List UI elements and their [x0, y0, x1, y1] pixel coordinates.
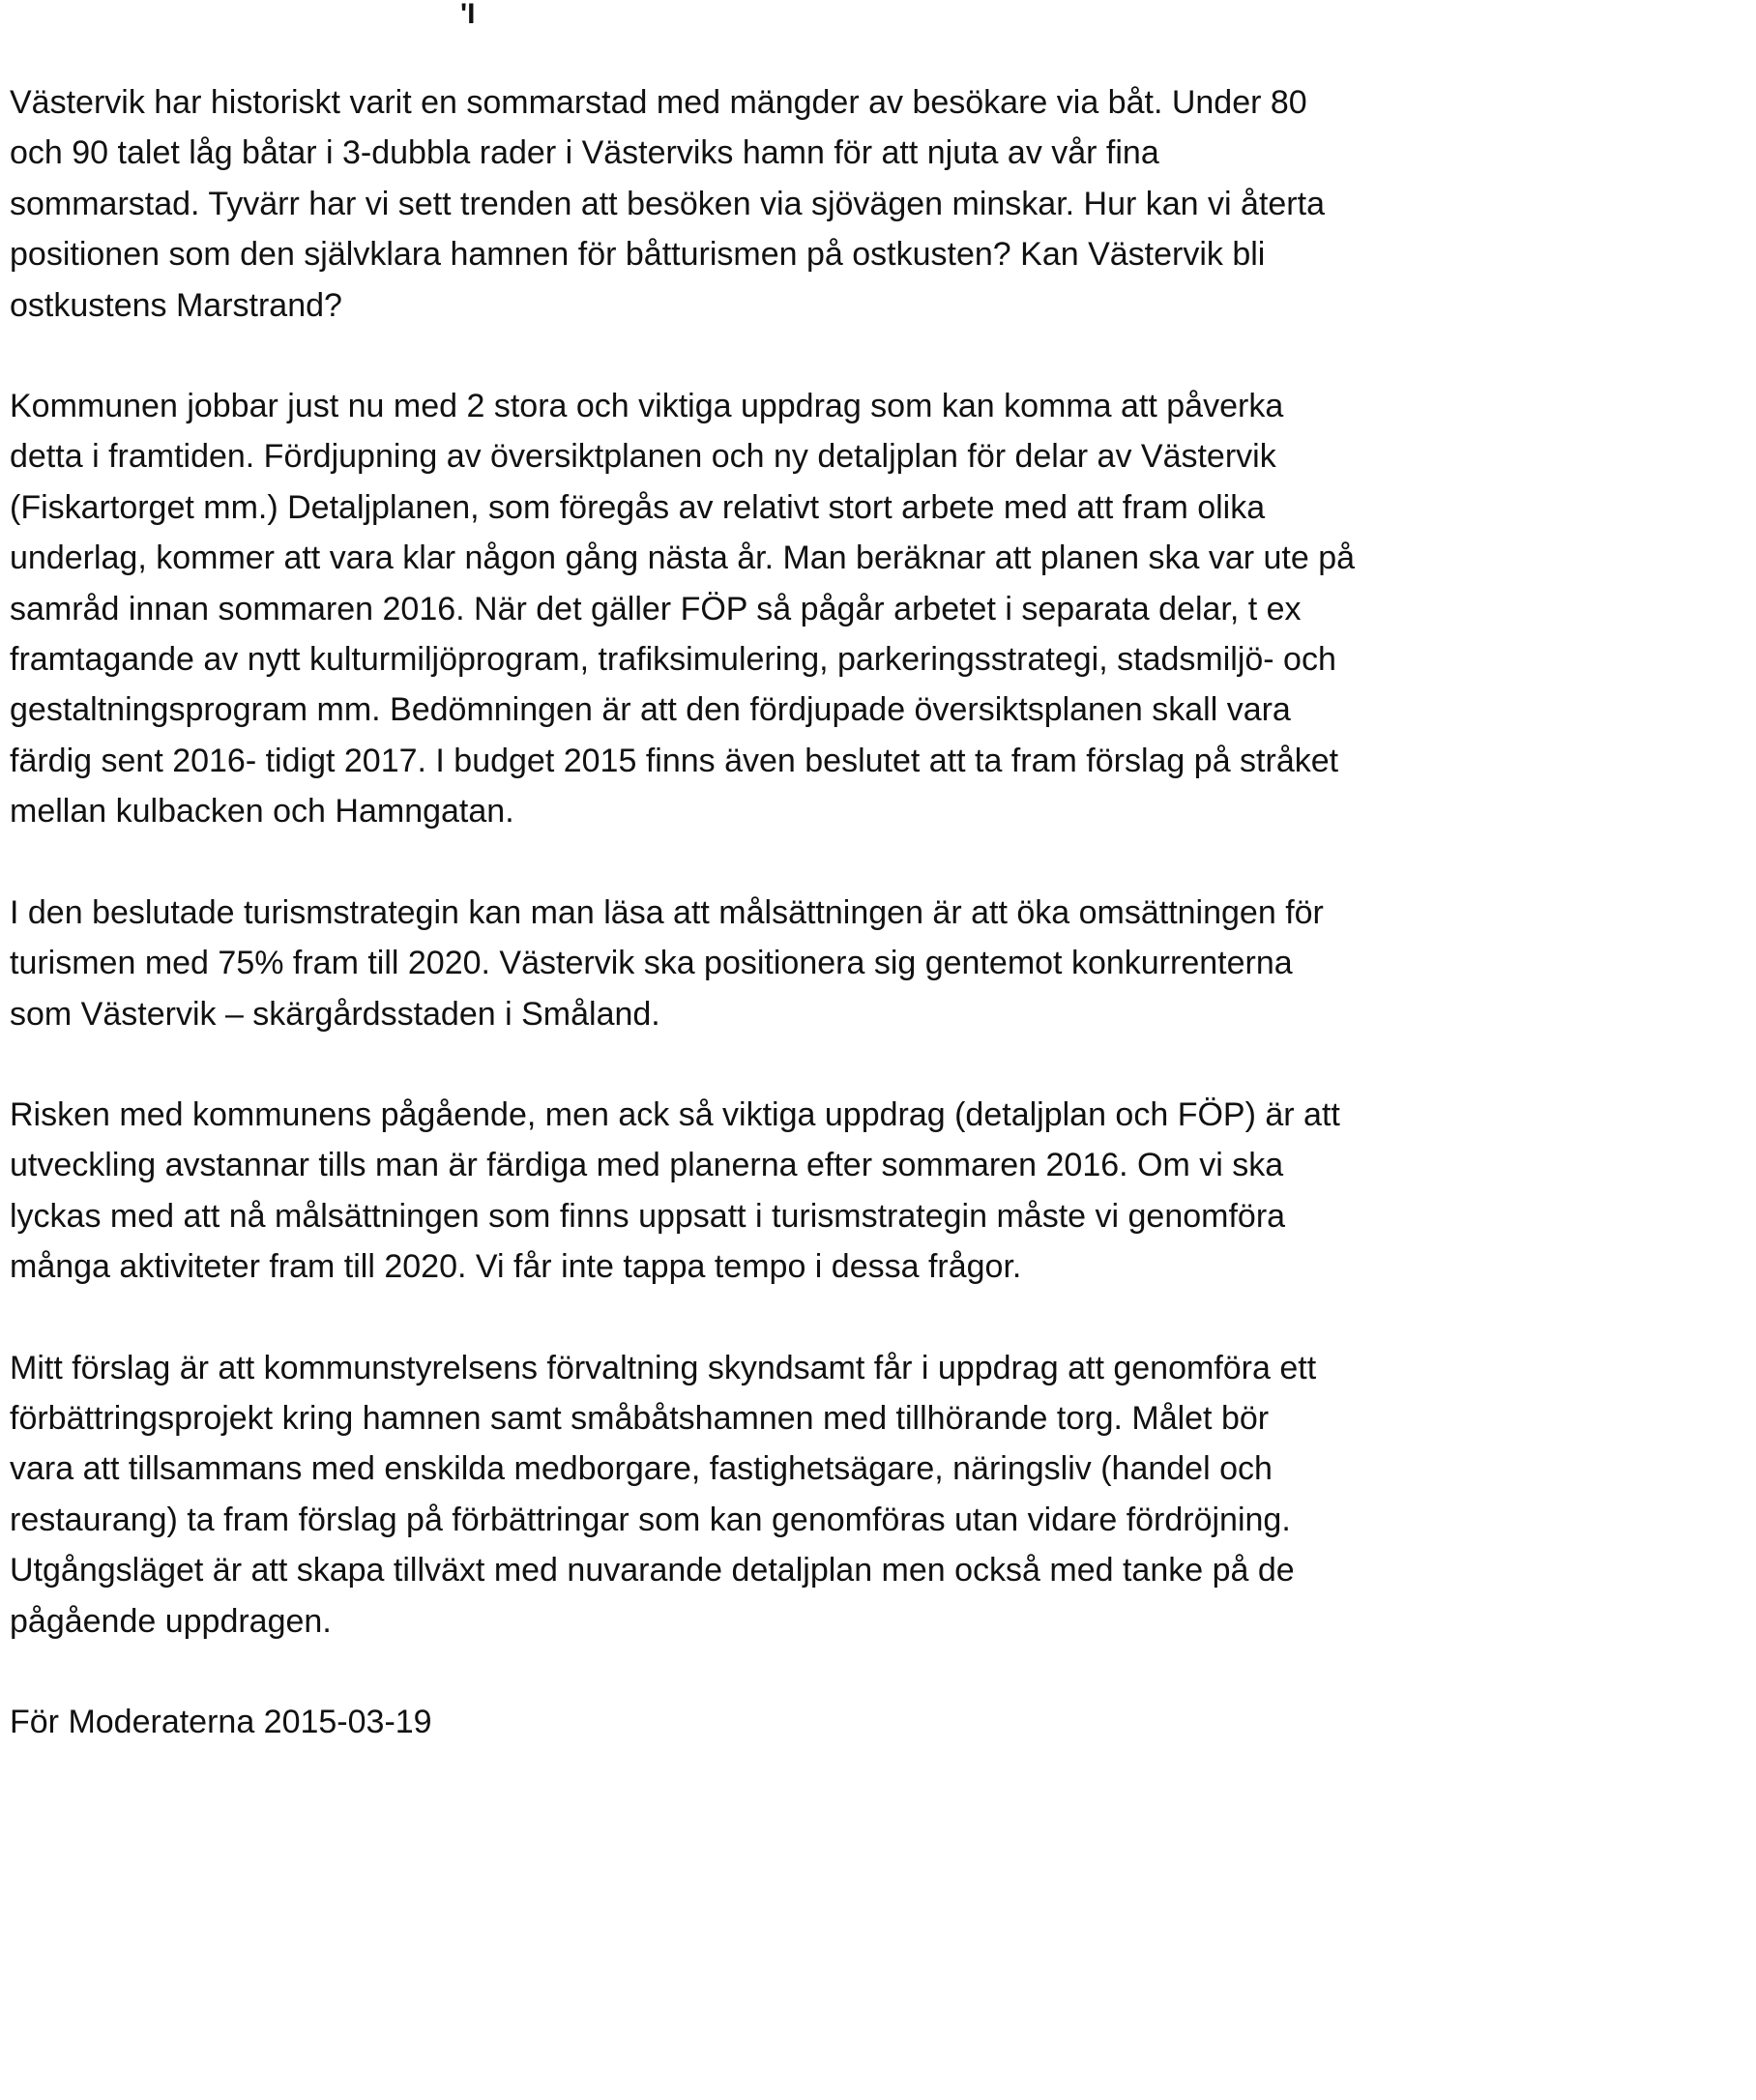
text-line: Västervik har historiskt varit en sommarstad med mängder av besökare via båt. Under 80 — [10, 84, 1307, 121]
text-line: sommarstad. Tyvärr har vi sett trenden att besöken via sjövägen minskar. Hur kan vi återta — [10, 185, 1325, 222]
text-line: samråd innan sommaren 2016. När det gäller FÖP så pågår arbetet i separata delar, t ex — [10, 590, 1302, 627]
text-line: många aktiviteter fram till 2020. Vi får inte tappa tempo i dessa frågor. — [10, 1248, 1022, 1286]
text-line: mellan kulbacken och Hamngatan. — [10, 793, 514, 831]
text-line: Mitt förslag är att kommunstyrelsens förvaltning skyndsamt får i uppdrag att genomföra ett — [10, 1349, 1317, 1386]
text-line: ostkustens Marstrand? — [10, 286, 342, 324]
signature-line: För Moderaterna 2015-03-19 — [10, 1703, 432, 1740]
text-line: vara att tillsammans med enskilda medborgare, fastighetsägare, näringsliv (handel och — [10, 1450, 1273, 1488]
paragraph-municipal-assignments — [10, 381, 1750, 837]
text-line: utveckling avstannar tills man är färdiga med planerna efter sommaren 2016. Om vi ska — [10, 1147, 1284, 1184]
text-line: Kommunen jobbar just nu med 2 stora och viktiga uppdrag som kan komma att påverka — [10, 388, 1284, 425]
paragraph-risk — [10, 1090, 1750, 1293]
text-line: positionen som den självklara hamnen för båtturismen på ostkusten? Kan Västervik bli — [10, 236, 1266, 274]
document-body — [10, 77, 1750, 1747]
text-line: turismen med 75% fram till 2020. Västervik ska positionera sig gentemot konkurrenterna — [10, 945, 1293, 982]
text-line: lyckas med att nå målsättningen som finns uppsatt i turismstrategin måste vi genomföra — [10, 1197, 1286, 1235]
text-line: (Fiskartorget mm.) Detaljplanen, som föregås av relativt stort arbete med att fram olika — [10, 488, 1266, 526]
text-line: pågående uppdragen. — [10, 1602, 332, 1640]
text-line: Utgångsläget är att skapa tillväxt med nuvarande detaljplan men också med tanke på de — [10, 1552, 1295, 1590]
text-line: underlag, kommer att vara klar någon gång nästa år. Man beräknar att planen ska var ute på — [10, 540, 1356, 577]
paragraph-intro — [10, 77, 1750, 331]
text-line: detta i framtiden. Fördjupning av översiktplanen och ny detaljplan för delar av Västervik — [10, 438, 1276, 476]
text-line: Risken med kommunens pågående, men ack så viktiga uppdrag (detaljplan och FÖP) är att — [10, 1095, 1340, 1133]
text-line: och 90 talet låg båtar i 3-dubbla rader i Västerviks hamn för att njuta av vår fina — [10, 134, 1159, 172]
paragraph-proposal — [10, 1343, 1750, 1647]
text-line: framtagande av nytt kulturmiljöprogram, trafiksimulering, parkeringsstrategi, stadsmiljö- och — [10, 641, 1336, 679]
text-line: restaurang) ta fram förslag på förbättringar som kan genomföras utan vidare fördröjning. — [10, 1501, 1291, 1538]
text-line: I den beslutade turismstrategin kan man läsa att målsättningen är att öka omsättningen för — [10, 893, 1324, 931]
text-line: färdig sent 2016- tidigt 2017. I budget 2015 finns även beslutet att ta fram förslag på stråket — [10, 742, 1339, 779]
scan-mark: 'I — [460, 0, 476, 30]
paragraph-tourism-strategy — [10, 888, 1750, 1039]
text-line: förbättringsprojekt kring hamnen samt småbåtshamnen med tillhörande torg. Målet bör — [10, 1399, 1270, 1437]
text-line: gestaltningsprogram mm. Bedömningen är att den fördjupade översiktsplanen skall vara — [10, 691, 1291, 729]
text-line: som Västervik – skärgårdsstaden i Småland. — [10, 995, 660, 1033]
